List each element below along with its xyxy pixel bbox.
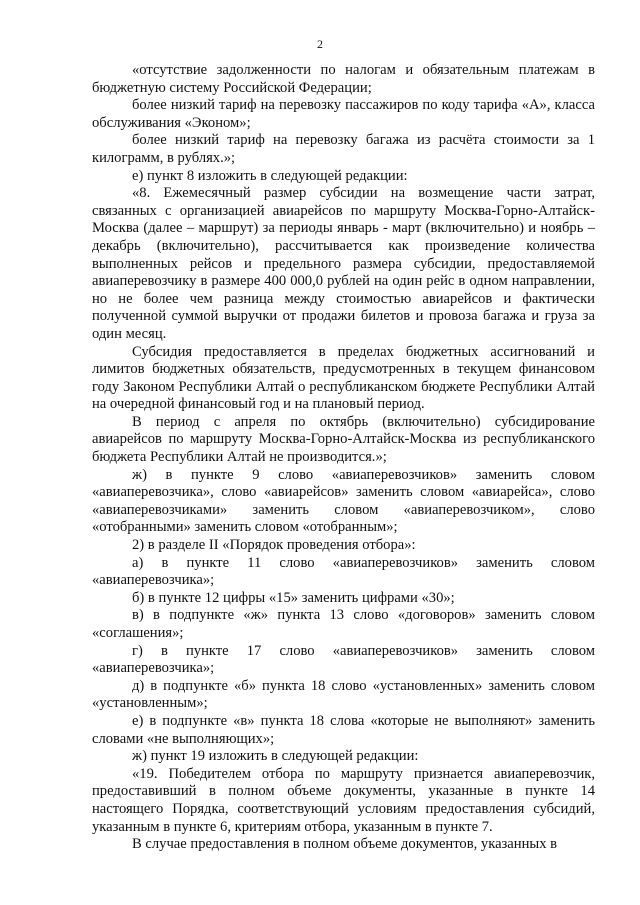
paragraph: ж) пункт 19 изложить в следующей редакции: — [132, 748, 419, 765]
paragraph: д) в подпункте «б» пункта 18 слово «установленных» заменить словом «установленным»; — [92, 677, 595, 712]
paragraph: более низкий тариф на перевозку багажа из расчёта стоимости за 1 килограмм, в рублях.»; — [92, 132, 595, 166]
paragraph: г) в пункте 17 слово «авиаперевозчиков» заменить словом «авиаперевозчика»; — [92, 642, 595, 677]
paragraph: В случае предоставления в полном объеме документов, указанных в — [132, 836, 558, 853]
paragraph: ж) в пункте 9 слово «авиаперевозчиков» заменить словом «авиаперевозчика», слово «авиарейсов» заменить словом «авиарейса», слово «авиаперевозчиками» заменить словом «авиаперевозчиком», слово «отобранными» заменить словом «отобранным»; — [92, 466, 595, 536]
paragraph: е) в подпункте «в» пункта 18 слова «которые не выполняют» заменить словами «не выполняющих»; — [92, 712, 595, 747]
paragraph: 2) в разделе II «Порядок проведения отбора»: — [132, 537, 416, 554]
paragraph: б) в пункте 12 цифры «15» заменить цифрами «30»; — [132, 589, 455, 606]
paragraph: Субсидия предоставляется в пределах бюджетных ассигнований и лимитов бюджетных обязательств, предусмотренных в текущем финансовом году Законом Республики Алтай о республиканском бюджете Республики Алтай на очередной финансовый год и на плановый период. — [92, 343, 595, 413]
paragraph: «19. Победителем отбора по маршруту признается авиаперевозчик, предоставивший в полном объеме документы, указанные в пункте 14 настоящего Порядка, соответствующий условиям предоставления субсидий, указанным в пункте 6, критериям отбора, указанным в пункте 7. — [92, 765, 595, 835]
paragraph: а) в пункте 11 слово «авиаперевозчиков» заменить словом «авиаперевозчика»; — [92, 554, 595, 589]
paragraph: более низкий тариф на перевозку пассажиров по коду тарифа «А», класса обслуживания «Эконом»; — [92, 97, 595, 131]
page-number: 2 — [317, 37, 323, 51]
paragraph: е) пункт 8 изложить в следующей редакции: — [132, 167, 408, 184]
paragraph: в) в подпункте «ж» пункта 13 слово «договоров» заменить словом «соглашения»; — [92, 607, 595, 641]
document-body — [92, 62, 595, 854]
paragraph: «8. Ежемесячный размер субсидии на возмещение части затрат, связанных с организацией авиарейсов по маршруту Москва-Горно-Алтайск-Москва (далее – маршрут) за периоды январь - март (включительно) и ноябрь – декабрь (включительно), рассчитывается как произведение количества выполненных рейсов и предельного размера субсидии, предоставляемой авиаперевозчику в размере 400 000,0 рублей на один рейс в одном направлении, но не более чем разница между стоимостью авиарейсов и фактически полученной суммой выручки от продажи билетов и провоза багажа и груза за один месяц. — [92, 185, 595, 342]
paragraph: «отсутствие задолженности по налогам и обязательным платежам в бюджетную систему Российской Федерации; — [92, 62, 595, 96]
paragraph: В период с апреля по октябрь (включительно) субсидирование авиарейсов по маршруту Москва-Горно-Алтайск-Москва из республиканского бюджета Республики Алтай не производится.»; — [92, 413, 595, 466]
